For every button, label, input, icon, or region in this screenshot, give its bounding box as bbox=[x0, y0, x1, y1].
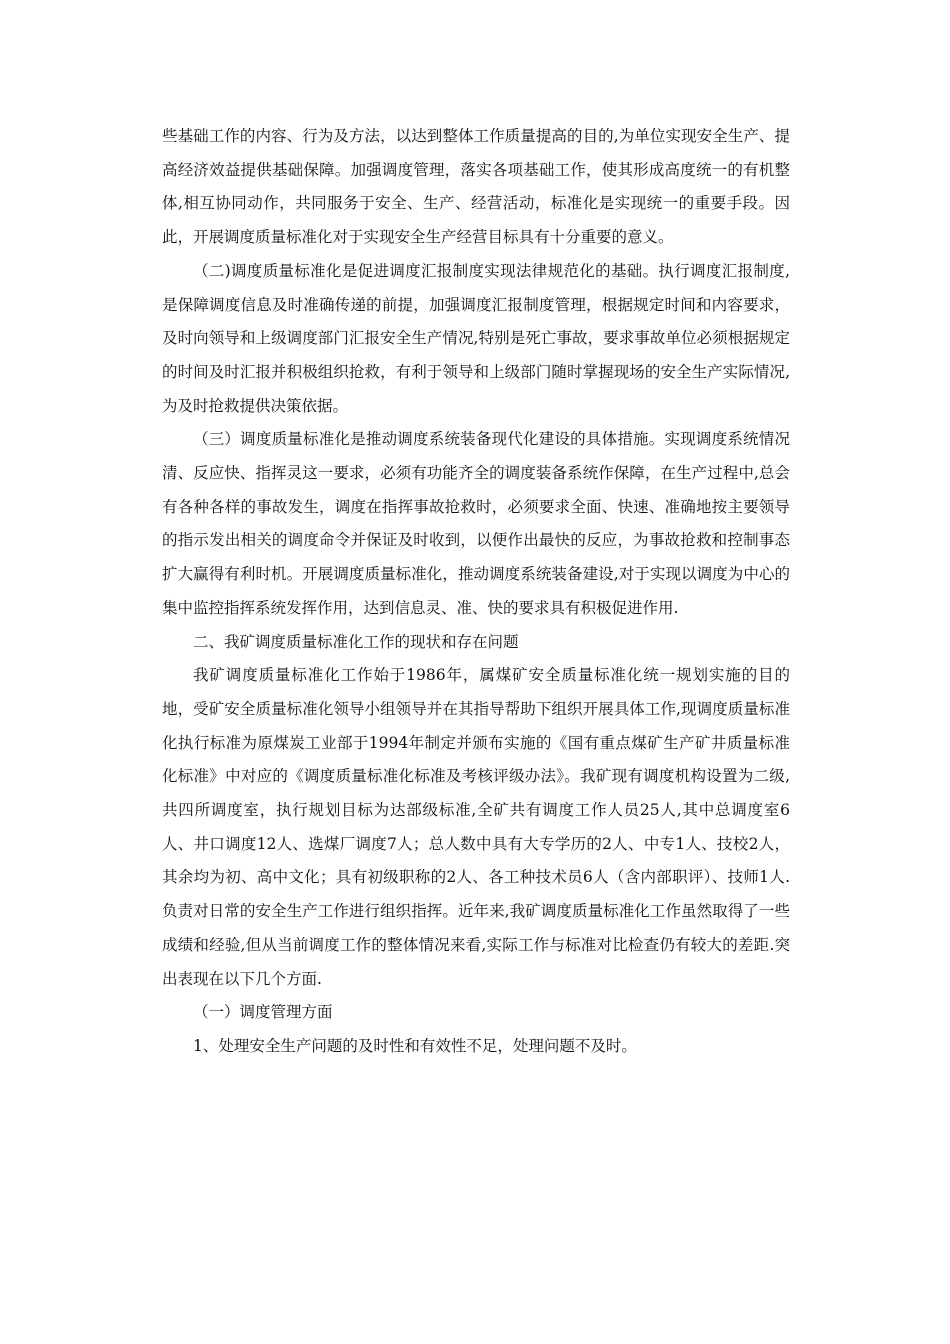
paragraph-continuation: 些基础工作的内容、行为及方法，以达到整体工作质量提高的目的,为单位实现安全生产、提高经济效益提供基础保障。加强调度管理，落实各项基础工作，使其形成高度统一的有机整体,相互协同动作，共同服务于安全、生产、经营活动，标准化是实现统一的重要手段。因此，开展调度质量标准化对于实现安全生产经营目标具有十分重要的意义。 bbox=[162, 127, 790, 247]
paragraph-section-2: （二)调度质量标准化是促进调度汇报制度实现法律规范化的基础。执行调度汇报制度,是保障调度信息及时准确传递的前提，加强调度汇报制度管理，根据规定时间和内容要求，及时向领导和上级调度部门汇报安全生产情况,特别是死亡事故，要求事故单位必须根据规定的时间及时汇报并积极组织抢救，有利于领导和上级部门随时掌握现场的安全生产实际情况,为及时抢救提供决策依据。 bbox=[162, 261, 790, 415]
document-body bbox=[162, 120, 790, 1064]
paragraph-section-3: （三）调度质量标准化是推动调度系统装备现代化建设的具体措施。实现调度系统情况清、反应快、指挥灵这一要求，必须有功能齐全的调度装备系统作保障，在生产过程中,总会有各种各样的事故发生，调度在指挥事故抢救时，必须要求全面、快速、准确地按主要领导的指示发出相关的调度命令并保证及时收到，以便作出最快的反应，为事故抢救和控制事态扩大赢得有利时机。开展调度质量标准化，推动调度系统装备建设,对于实现以调度为中心的集中监控指挥系统发挥作用，达到信息灵、准、快的要求具有积极促进作用. bbox=[162, 430, 790, 617]
list-item-1: 1、处理安全生产问题的及时性和有效性不足，处理问题不及时。 bbox=[193, 1036, 637, 1055]
heading-current-status: 二、我矿调度质量标准化工作的现状和存在问题 bbox=[193, 632, 519, 651]
heading-dispatch-management: （一）调度管理方面 bbox=[193, 1003, 333, 1022]
paragraph-current-status: 我矿调度质量标准化工作始于1986年，属煤矿安全质量标准化统一规划实施的目的地，受矿安全质量标准化领导小组领导并在其指导帮助下组织开展具体工作,现调度质量标准化执行标准为原煤炭工业部于1994年制定并颁布实施的《国有重点煤矿生产矿井质量标准化标准》中对应的《调度质量标准化标准及考核评级办法》。我矿现有调度机构设置为二级,共四所调度室，执行规划目标为达部级标准,全矿共有调度工作人员25人,其中总调度室6人、井口调度12人、选煤厂调度7人；总人数中具有大专学历的2人、中专1人、技校2人，其余均为初、高中文化；具有初级职称的2人、各工种技术员6人（含内部职评）、技师1人.负责对日常的安全生产工作进行组织指挥。近年来,我矿调度质量标准化工作虽然取得了一些成绩和经验,但从当前调度工作的整体情况来看,实际工作与标准对比检查仍有较大的差距.突出表现在以下几个方面. bbox=[162, 666, 790, 988]
